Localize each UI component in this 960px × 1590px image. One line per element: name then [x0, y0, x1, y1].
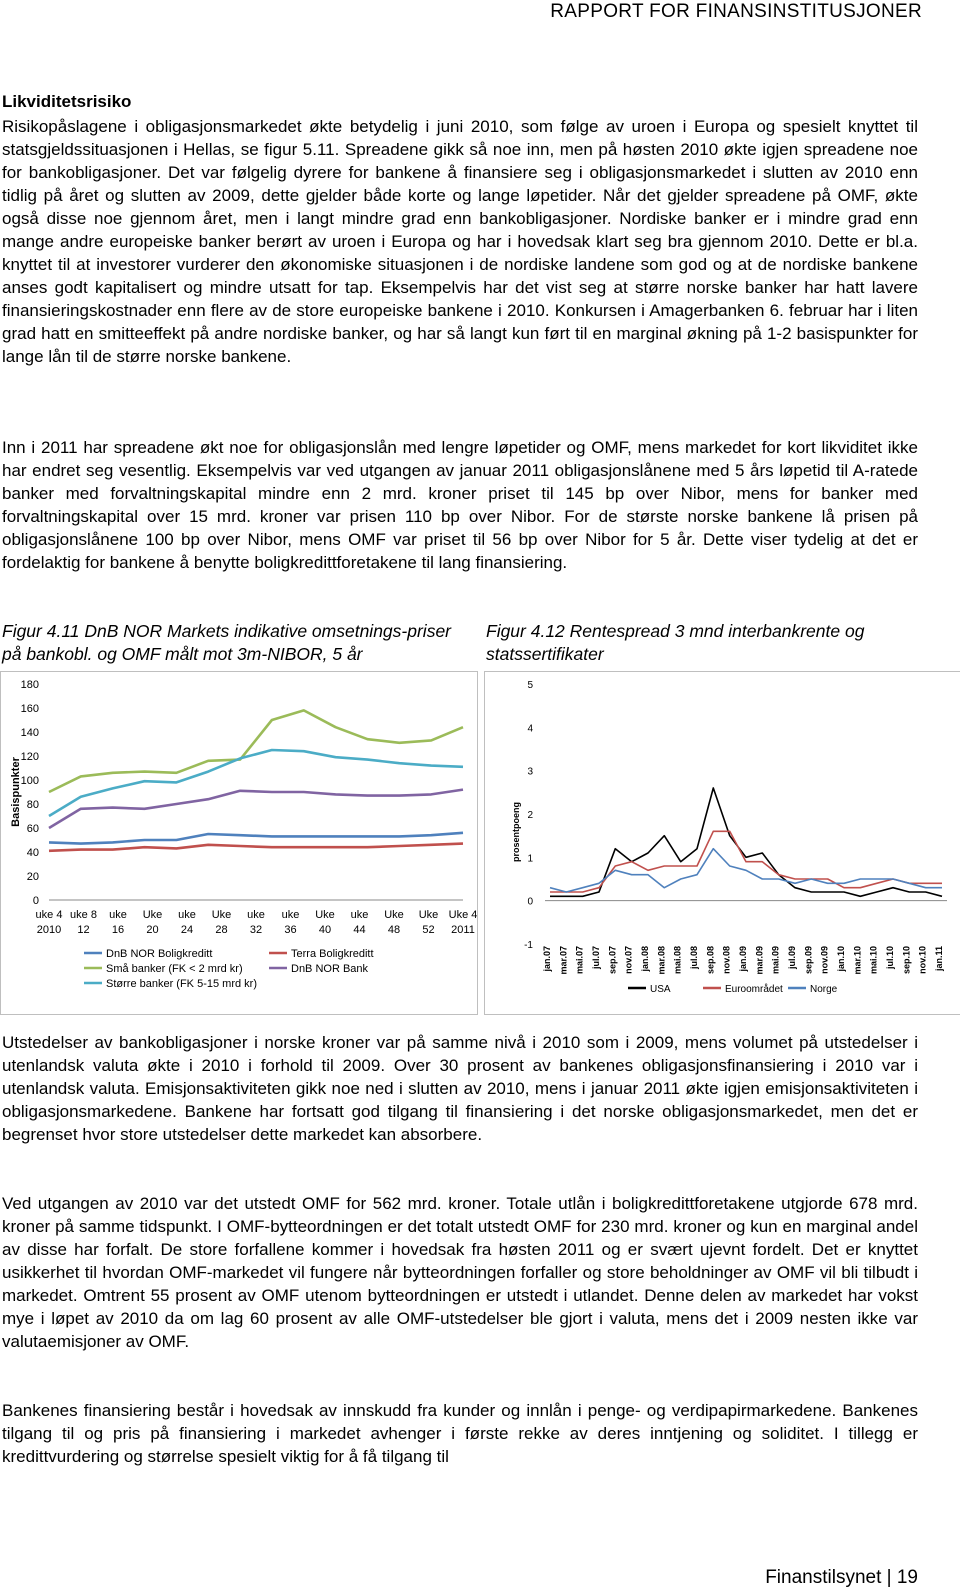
y-tick-label: 100: [20, 775, 39, 787]
y-tick-label: 140: [20, 727, 39, 739]
x-tick-label: uke: [178, 909, 196, 921]
x-tick-label: jul.10: [885, 946, 895, 970]
y-tick-label: 160: [20, 703, 39, 715]
y-tick-label: 2: [527, 810, 533, 821]
x-tick-label: sep.09: [803, 946, 814, 975]
paragraph-2: Inn i 2011 har spreadene økt noe for obligasjonslån med lengre løpetider og OMF, mens markedet for kort likviditet ikke har endret seg vesentlig. Eksempelvis var ved utgangen av januar 2011 obligasjonslånene med 5 års løpetid til A-ratede banker med forvaltningskapital mindre enn 2 mrd. kroner priset til 145 bp over Nibor, mens for banker med forvaltningskapital over 15 mrd. kroner var prisen 110 bp over Nibor. For de største norske bankene lå prisen på obligasjonslånene 100 bp over Nibor, mens OMF var priset til 56 bp over Nibor for 5 år. Dette viser tydelig at det er fordelaktig for bankene å benytte boligkredittforetakene til lang finansiering.: [2, 438, 918, 572]
y-tick-label: 0: [32, 895, 39, 907]
x-tick-label: 40: [318, 924, 332, 936]
x-tick-label: uke: [109, 909, 127, 921]
x-tick-label: Uke: [384, 909, 404, 921]
y-axis-label: prosentpoeng: [511, 802, 521, 862]
x-tick-label: uke: [247, 909, 265, 921]
x-tick-label: uke: [281, 909, 300, 921]
y-tick-label: 1: [527, 853, 533, 865]
chart-figure-4-11: [0, 671, 478, 1015]
x-tick-label: jul.07: [591, 946, 601, 970]
series-line: [550, 831, 942, 892]
series-line: [49, 750, 463, 816]
x-tick-label: uke 8: [70, 909, 97, 921]
y-tick-label: 4: [527, 723, 533, 735]
x-tick-label: mai.10: [868, 946, 879, 975]
y-tick-label: 120: [20, 751, 39, 763]
legend-label: Euroområdet: [725, 984, 783, 995]
x-tick-label: Uke: [142, 909, 163, 921]
x-tick-label: mai.08: [672, 946, 683, 975]
x-tick-label: 36: [284, 924, 297, 936]
x-tick-label: Uke 4: [448, 909, 477, 921]
x-tick-label: mai.09: [770, 946, 781, 975]
legend-label: Små banker (FK < 2 mrd kr): [106, 963, 243, 975]
y-tick-label: 3: [527, 766, 533, 778]
x-tick-label: 2011: [451, 924, 475, 936]
x-tick-label: mar.08: [656, 946, 667, 975]
x-tick-label: nov.09: [819, 946, 830, 974]
x-tick-label: Uke: [211, 909, 232, 921]
x-tick-label: 2010: [36, 924, 62, 936]
paragraph-1: Risikopåslagene i obligasjonsmarkedet økte betydelig i juni 2010, som følge av uroen i Europa og spesielt knyttet til statsgjeldssituasjonen i Hellas, se figur 5.11. Spreadene gikk så noe inn, men på høsten 2010 økte igjen spreadene noe for bankobligasjoner. Det var følgelig dyrere for bankene å finansiere seg i obligasjonsmarkedet i slutten av 2010 enn tidlig på året og slutten av 2009, dette gjelder både korte og lange løpetider. Når det gjelder spreadene på OMF, økte også disse noe gjennom året, men i langt mindre grad enn bankobligasjoner. Nordiske banker er i mindre grad enn mange andre europeiske banker berørt av uroen i Europa og har i hovedsak klart seg bra gjennom 2010. Dette er bl.a. knyttet til at investorer vurderer den økonomiske situasjonen i de nordiske landene som god og at de nordiske bankene anses godt kapitalisert og mindre utsatt for tap. Eksempelvis har det vist seg at større norske banker har hatt lavere finansieringskostnader enn flere av de store europeiske bankene i 2010. Konkursen i Amagerbanken 6. februar har i liten grad hatt en smitteeffekt på andre nordiske banker, og har så langt kun ført til en marginal økning på 1-2 basispunkter for lange lån til de større norske bankene.: [2, 117, 918, 366]
x-tick-label: nov.08: [721, 946, 732, 974]
x-tick-label: 16: [111, 924, 125, 936]
legend-label: Større banker (FK 5-15 mrd kr): [106, 978, 257, 990]
y-tick-label: -1: [524, 940, 533, 951]
interbank-spread-chart: [485, 672, 960, 1014]
series-line: [49, 790, 463, 828]
x-tick-label: 24: [180, 924, 194, 936]
x-tick-label: uke: [350, 909, 369, 921]
x-tick-label: 32: [249, 924, 263, 936]
series-line: [49, 844, 463, 851]
series-line: [49, 710, 463, 792]
x-tick-label: mar.09: [754, 946, 765, 975]
x-tick-label: jan.08: [640, 946, 650, 972]
paragraph-5: Bankenes finansiering består i hovedsak av innskudd fra kunder og innlån i penge- og verdipapirmarkedene. Bankenes tilgang til og pris på finansiering i markedet avhenger i første rekke av deres inntjening og soliditet. I tillegg er kredittvurdering og størrelse spesielt viktig for å få tilgang til: [2, 1401, 918, 1466]
legend-label: Terra Boligkreditt: [291, 948, 374, 960]
chart-figure-4-12: [484, 671, 960, 1015]
x-tick-label: jan.07: [542, 946, 552, 972]
paragraph-3: Utstedelser av bankobligasjoner i norske kroner var på samme nivå i 2010 som i 2009, mens volumet på utstedelser i utenlandsk valuta økte i 2010 i forhold til 2009. Over 30 prosent av bankenes obligasjonsfinansiering i 2010 var i utenlandsk valuta. Emisjonsaktiviteten gikk noe ned i slutten av 2010, mens i januar 2011 økte igjen emisjonsaktiviteten i obligasjonsmarkedene. Bankene har fortsatt god tilgang til finansiering i det norske obligasjonsmarkedet, men det er begrenset hvor store utstedelser dette markedet kan absorbere.: [2, 1033, 918, 1144]
x-tick-label: Uke: [418, 909, 439, 921]
x-tick-label: 20: [146, 924, 159, 936]
x-tick-label: nov.10: [917, 946, 928, 974]
legend-label: Norge: [810, 984, 838, 995]
page-footer: Finanstilsynet | 19: [765, 1567, 918, 1588]
x-tick-label: sep.07: [607, 946, 618, 975]
x-tick-label: jul.08: [689, 946, 699, 970]
x-tick-label: 48: [387, 924, 401, 936]
x-tick-label: sep.10: [901, 946, 912, 975]
bond-spread-chart: [1, 672, 477, 1014]
y-tick-label: 20: [26, 871, 39, 883]
series-line: [49, 833, 463, 844]
legend-label: DnB NOR Bank: [291, 963, 369, 975]
x-tick-label: jan.10: [836, 946, 846, 972]
x-tick-label: jul.09: [787, 946, 797, 970]
y-tick-label: 5: [527, 680, 533, 691]
section-heading: Likviditetsrisiko: [2, 92, 132, 111]
x-tick-label: jan.11: [934, 946, 944, 972]
series-line: [550, 849, 942, 892]
x-tick-label: 52: [422, 924, 435, 936]
y-tick-label: 40: [26, 847, 39, 859]
legend-label: DnB NOR Boligkreditt: [106, 948, 213, 960]
report-header: RAPPORT FOR FINANSINSTITUSJONER: [550, 1, 922, 22]
x-tick-label: mar.07: [558, 946, 569, 975]
y-tick-label: 60: [26, 823, 39, 835]
x-tick-label: 44: [353, 924, 366, 936]
x-tick-label: 12: [77, 924, 90, 936]
paragraph-4: Ved utgangen av 2010 var det utstedt OMF for 562 mrd. kroner. Totale utlån i boligkredittforetakene utgjorde 678 mrd. kroner på samme tidspunkt. I OMF-bytteordningen er det totalt utstedt OMF for 230 mrd. kroner og kun en marginal andel av disse har forfalt. De store forfallene kommer i hovedsak fra høsten 2011 og er svært ujevnt fordelt. Det er knyttet usikkerhet til hvordan OMF-markedet vil fungere når bytteordningen forfaller og store beholdninger av OMF vil bli tilbudt i markedet. Omtrent 55 prosent av OMF utenom bytteordningen er utstedt i utlandet. Denne delen av markedet har vokst mye i løpet av 2010 da om lag 60 prosent av alle OMF-utstedelser ble gjort i valuta, mens det i 2009 nesten ikke var valutaemisjoner av OMF.: [2, 1194, 918, 1351]
legend-label: USA: [650, 984, 671, 995]
x-tick-label: uke 4: [35, 909, 63, 921]
x-tick-label: jan.09: [738, 946, 748, 972]
x-tick-label: 28: [215, 924, 228, 936]
y-axis-label: Basispunkter: [10, 757, 22, 827]
series-line: [550, 788, 942, 896]
figure-4-11-caption: Figur 4.11 DnB NOR Markets indikative omsetnings-priser på bankobl. og OMF målt mot 3m-NIBOR, 5 år: [2, 621, 452, 664]
x-tick-label: sep.08: [705, 946, 716, 975]
y-tick-label: 80: [26, 799, 39, 811]
x-tick-label: Uke: [315, 909, 335, 921]
y-tick-label: 180: [20, 679, 39, 691]
y-tick-label: 0: [527, 896, 533, 908]
x-tick-label: nov.07: [623, 946, 634, 974]
x-tick-label: mar.10: [852, 946, 863, 975]
x-tick-label: mai.07: [574, 946, 585, 975]
figure-4-12-caption: Figur 4.12 Rentespread 3 mnd interbankrente og statssertifikater: [486, 621, 865, 664]
